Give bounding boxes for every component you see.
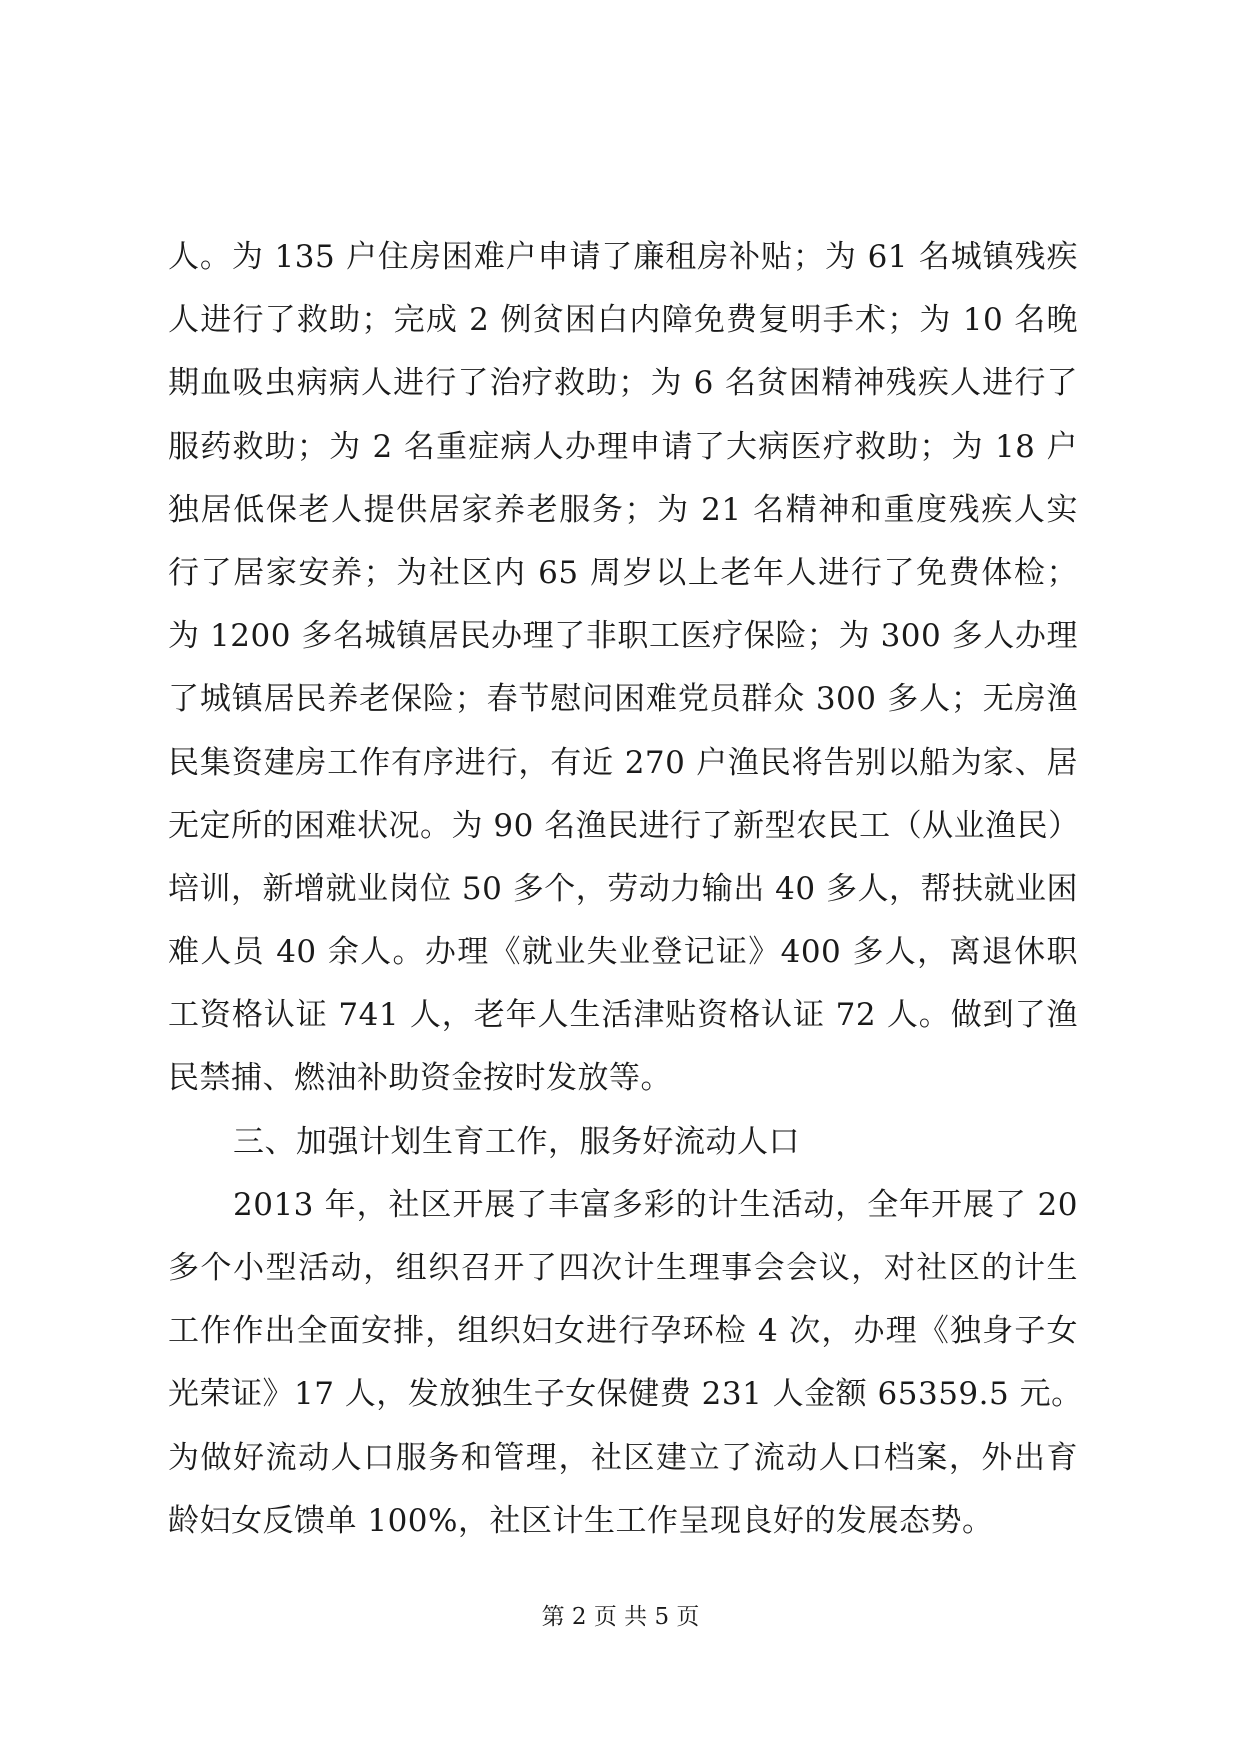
text-line: 龄妇女反馈单 100%，社区计生工作呈现良好的发展态势。: [168, 1502, 994, 1539]
text-line: 工资格认证 741 人，老年人生活津贴资格认证 72 人。做到了渔: [168, 997, 1078, 1034]
text-line: 期血吸虫病病人进行了治疗救助；为 6 名贫困精神残疾人进行了: [168, 365, 1078, 402]
text-line: 2013 年，社区开展了丰富多彩的计生活动，全年开展了 20: [233, 1186, 1078, 1223]
text-line: 行了居家安养；为社区内 65 周岁以上老年人进行了免费体检；: [168, 554, 1078, 591]
text-line: 人进行了救助；完成 2 例贫困白内障免费复明手术；为 10 名晚: [168, 302, 1078, 339]
text-line: 为做好流动人口服务和管理，社区建立了流动人口档案，外出育: [168, 1439, 1078, 1476]
text-line: 服药救助；为 2 名重症病人办理申请了大病医疗救助；为 18 户: [168, 428, 1078, 465]
page-number-footer: 第 2 页 共 5 页: [541, 1604, 700, 1630]
text-line: 无定所的困难状况。为 90 名渔民进行了新型农民工（从业渔民）: [168, 807, 1080, 844]
paragraph-1: [168, 226, 1078, 1111]
paragraph-2: [168, 1174, 1083, 1553]
text-line: 光荣证》17 人，发放独生子女保健费 231 人金额 65359.5 元。: [168, 1376, 1083, 1413]
text-line: 难人员 40 余人。办理《就业失业登记证》400 多人，离退休职: [168, 934, 1078, 971]
text-line: 了城镇居民养老保险；春节慰问困难党员群众 300 多人；无房渔: [168, 681, 1078, 718]
text-line: 为 1200 多名城镇居民办理了非职工医疗保险；为 300 多人办理: [168, 618, 1078, 655]
text-line: 独居低保老人提供居家养老服务；为 21 名精神和重度残疾人实: [168, 491, 1078, 528]
text-line: 培训，新增就业岗位 50 多个，劳动力输出 40 多人，帮扶就业困: [168, 870, 1078, 907]
text-line: 民集资建房工作有序进行，有近 270 户渔民将告别以船为家、居: [168, 744, 1078, 781]
section-heading: 三、加强计划生育工作，服务好流动人口: [233, 1123, 800, 1160]
text-line: 多个小型活动，组织召开了四次计生理事会会议，对社区的计生: [168, 1250, 1078, 1286]
text-line: 工作作出全面安排，组织妇女进行孕环检 4 次，办理《独身子女: [168, 1313, 1078, 1350]
document-body: [168, 226, 1083, 1553]
text-line: 民禁捕、燃油补助资金按时发放等。: [168, 1060, 672, 1097]
text-line: 人。为 135 户住房困难户申请了廉租房补贴；为 61 名城镇残疾: [168, 239, 1078, 275]
